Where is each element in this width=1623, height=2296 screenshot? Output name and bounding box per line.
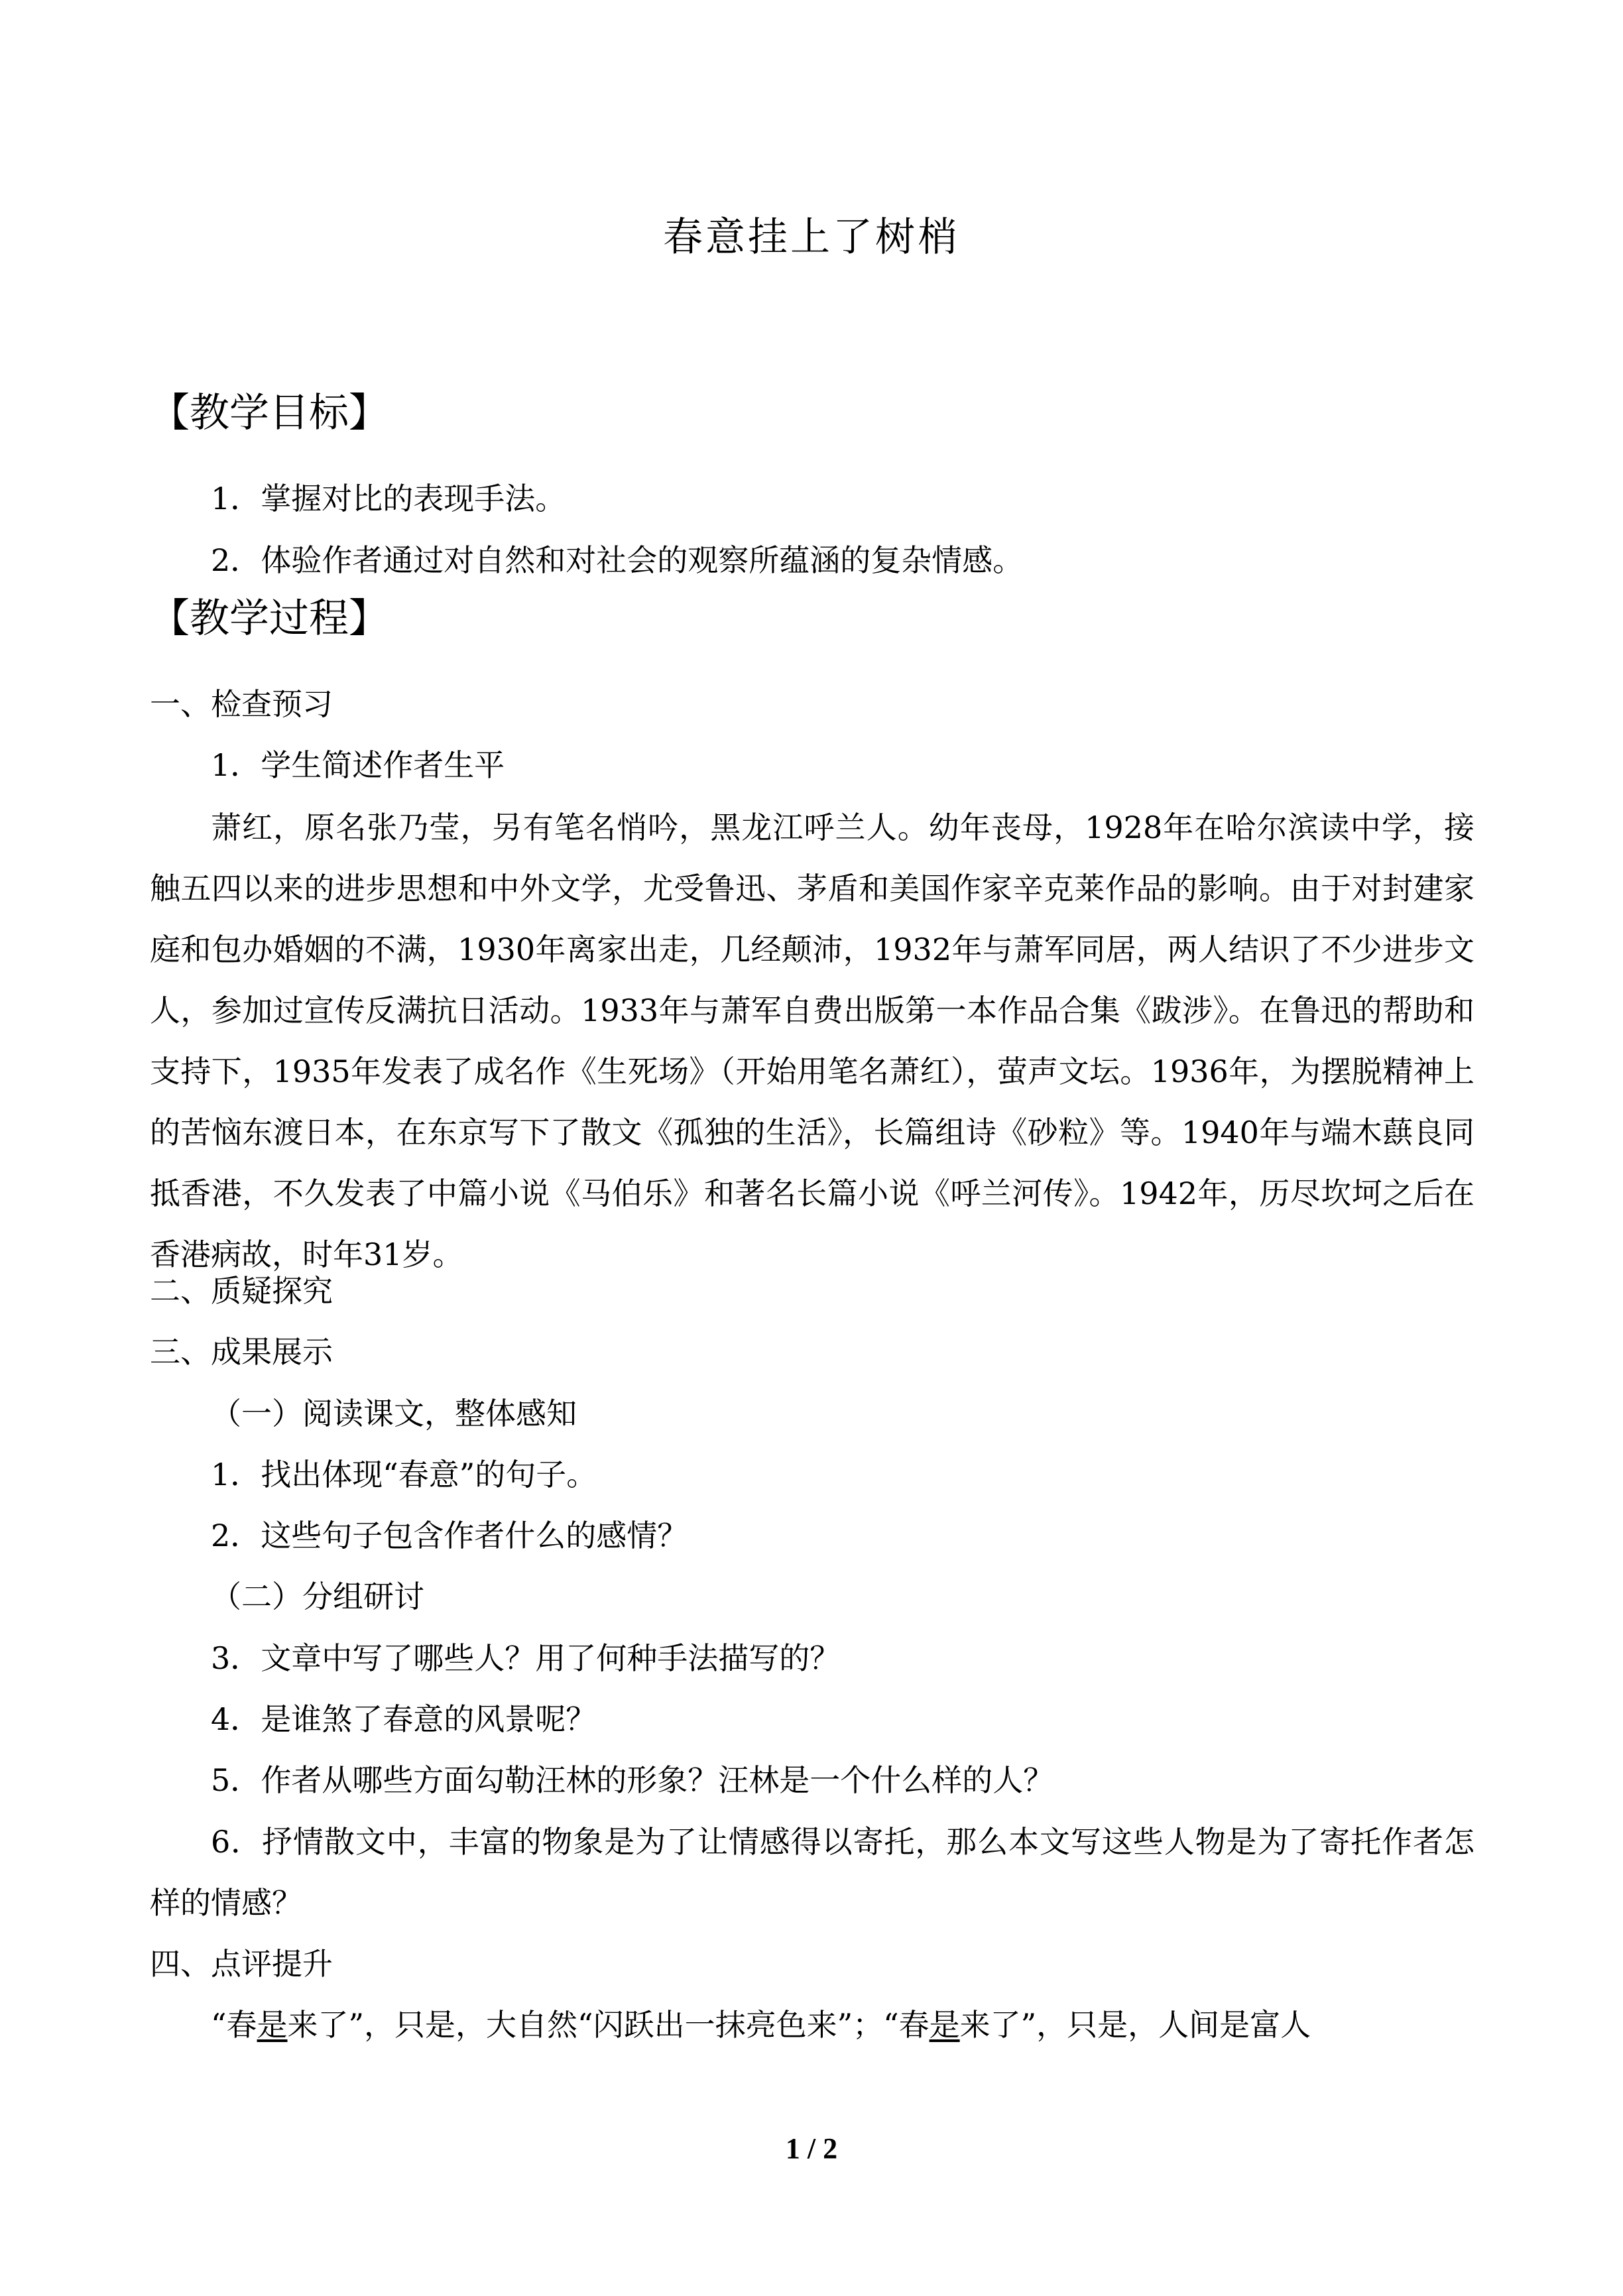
step-3-heading: 三、成果展示 [150, 1334, 333, 1370]
step-2-heading: 二、质疑探究 [150, 1273, 333, 1309]
question-6: 6．抒情散文中，丰富的物象是为了让情感得以寄托，那么本文写这些人物是为了寄托作者怎样的情感？ [150, 1824, 1474, 1921]
commentary-text-1: “春 [211, 2007, 257, 2043]
page-title: 春意挂上了树梢 [663, 214, 960, 261]
question-4: 4．是谁煞了春意的风景呢？ [211, 1701, 597, 1737]
commentary-underlined-1: 是 [257, 2007, 288, 2043]
objective-2: 2．体验作者通过对自然和对社会的观察所蕴涵的复杂情感。 [211, 542, 1024, 578]
objective-1: 1．掌握对比的表现手法。 [211, 481, 566, 516]
question-2: 2．这些句子包含作者什么的感情？ [211, 1518, 688, 1553]
commentary-underlined-2: 是 [929, 2007, 960, 2043]
commentary-paragraph [150, 2005, 1474, 2045]
page-number: 1 / 2 [785, 2132, 838, 2165]
step-1-heading: 一、检查预习 [150, 686, 333, 722]
question-5: 5．作者从哪些方面勾勒汪林的形象？汪林是一个什么样的人？ [211, 1762, 1054, 1798]
part-2-heading: （二）分组研讨 [211, 1579, 424, 1614]
author-biography: 萧红，原名张乃莹，另有笔名悄吟，黑龙江呼兰人。幼年丧母，1928年在哈尔滨读中学，接触五四以来的进步思想和中外文学，尤受鲁迅、茅盾和美国作家辛克莱作品的影响。由于对封建家庭和包办婚姻的不满，1930年离家出走，几经颠沛，1932年与萧军同居，两人结识了不少进步文人，参加过宣传反满抗日活动。1933年与萧军自费出版第一本作品合集《跋涉》。在鲁迅的帮助和支持下，1935年发表了成名作《生死场》（开始用笔名萧红），萤声文坛。1936年，为摆脱精神上的苦恼东渡日本，在东京写下了散文《孤独的生活》，长篇组诗《砂粒》等。1940年与端木蕻良同抵香港，不久发表了中篇小说《马伯乐》和著名长篇小说《呼兰河传》。1942年，历尽坎坷之后在香港病故，时年31岁。 [150, 810, 1474, 1272]
step-1-item: 1．学生简述作者生平 [211, 747, 505, 783]
commentary-text-3: 来了”，只是，人间是富人 [959, 2007, 1311, 2043]
part-1-heading: （一）阅读课文，整体感知 [211, 1396, 577, 1431]
process-heading: 【教学过程】 [150, 595, 389, 642]
question-3: 3．文章中写了哪些人？用了何种手法描写的？ [211, 1640, 841, 1676]
question-1: 1．找出体现“春意”的句子。 [211, 1457, 597, 1492]
objectives-heading: 【教学目标】 [150, 390, 389, 436]
commentary-text-2: 来了”，只是，大自然“闪跃出一抹亮色来”；“春 [287, 2007, 930, 2043]
step-4-heading: 四、点评提升 [150, 1946, 333, 1982]
